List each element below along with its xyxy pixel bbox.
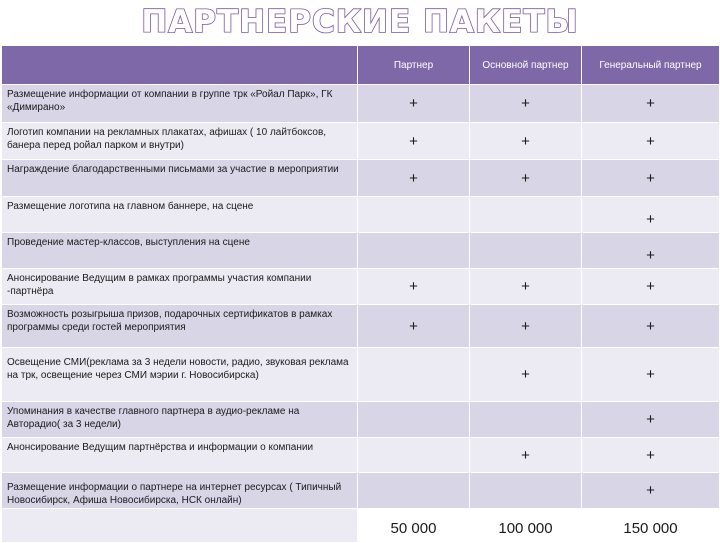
- main-partner-mark: +: [470, 438, 582, 473]
- table-row: [2, 233, 720, 269]
- general-partner-price: 150 000: [582, 509, 720, 543]
- partner-mark: +: [358, 269, 470, 305]
- general-partner-mark: +: [582, 160, 720, 197]
- table-row: [2, 269, 720, 305]
- header-general-partner: Генеральный партнер: [582, 46, 720, 85]
- general-partner-mark: +: [582, 402, 720, 438]
- partner-mark: [358, 233, 470, 269]
- table-row: [2, 160, 720, 197]
- table-row: [2, 305, 720, 348]
- row-description: Освещение СМИ(реклама за 3 недели новости, радио, звуковая реклама на трк, освещение через СМИ мэрии г. Новосибирска): [2, 348, 358, 402]
- table-row: [2, 473, 720, 509]
- partner-mark: +: [358, 305, 470, 348]
- page-title: ПАРТНЕРСКИЕ ПАКЕТЫ: [141, 4, 579, 40]
- row-description: Награждение благодарственными письмами за участие в мероприятии: [2, 160, 358, 197]
- main-partner-mark: [470, 233, 582, 269]
- partner-mark: +: [358, 85, 470, 123]
- row-description: Упоминания в качестве главного партнера в аудио-рекламе на Авторадио( за 3 недели): [2, 402, 358, 438]
- main-partner-mark: [470, 197, 582, 233]
- main-partner-mark: +: [470, 160, 582, 197]
- partner-packages-table: [1, 45, 720, 543]
- table-row: [2, 197, 720, 233]
- price-row: [2, 509, 720, 543]
- partner-mark: [358, 438, 470, 473]
- main-partner-price: 100 000: [470, 509, 582, 543]
- price-row-label-cell: [2, 509, 358, 543]
- header-main-partner: Основной партнер: [470, 46, 582, 85]
- row-description: Анонсирование Ведущим в рамках программы участия компании -партнёра: [2, 269, 358, 305]
- main-partner-mark: [470, 473, 582, 509]
- row-description: Анонсирование Ведущим партнёрства и информации о компании: [2, 438, 358, 473]
- main-partner-mark: [470, 402, 582, 438]
- row-description: Логотип компании на рекламных плакатах, афишах ( 10 лайтбоксов, банера перед ройал парком и внутри): [2, 123, 358, 160]
- main-partner-mark: +: [470, 305, 582, 348]
- general-partner-mark: +: [582, 269, 720, 305]
- general-partner-mark: +: [582, 438, 720, 473]
- row-description: Проведение мастер-классов, выступления на сцене: [2, 233, 358, 269]
- general-partner-mark: +: [582, 233, 720, 269]
- main-partner-mark: +: [470, 348, 582, 402]
- general-partner-mark: +: [582, 305, 720, 348]
- general-partner-mark: +: [582, 123, 720, 160]
- table-row: [2, 402, 720, 438]
- row-description: Возможность розыгрыша призов, подарочных сертификатов в рамках программы среди гостей мероприятия: [2, 305, 358, 348]
- header-partner: Партнер: [358, 46, 470, 85]
- partner-mark: [358, 197, 470, 233]
- row-description: Размещение информации от компании в группе трк «Ройал Парк», ГК «Димирано»: [2, 85, 358, 123]
- partner-mark: +: [358, 160, 470, 197]
- main-partner-mark: +: [470, 85, 582, 123]
- general-partner-mark: +: [582, 197, 720, 233]
- partner-mark: [358, 348, 470, 402]
- general-partner-mark: +: [582, 348, 720, 402]
- partner-price: 50 000: [358, 509, 470, 543]
- table-row: [2, 438, 720, 473]
- general-partner-mark: +: [582, 85, 720, 123]
- main-partner-mark: +: [470, 269, 582, 305]
- table-row: [2, 348, 720, 402]
- table-row: [2, 123, 720, 160]
- row-description: Размещение информации о партнере на интернет ресурсах ( Типичный Новосибирск, Афиша Новосибирска, НСК онлайн): [2, 473, 358, 509]
- main-partner-mark: +: [470, 123, 582, 160]
- partner-mark: +: [358, 123, 470, 160]
- partner-mark: [358, 402, 470, 438]
- header-empty-cell: [2, 46, 358, 85]
- partner-mark: [358, 473, 470, 509]
- table-row: [2, 85, 720, 123]
- general-partner-mark: +: [582, 473, 720, 509]
- table-header-row: [2, 46, 720, 85]
- row-description: Размещение логотипа на главном баннере, на сцене: [2, 197, 358, 233]
